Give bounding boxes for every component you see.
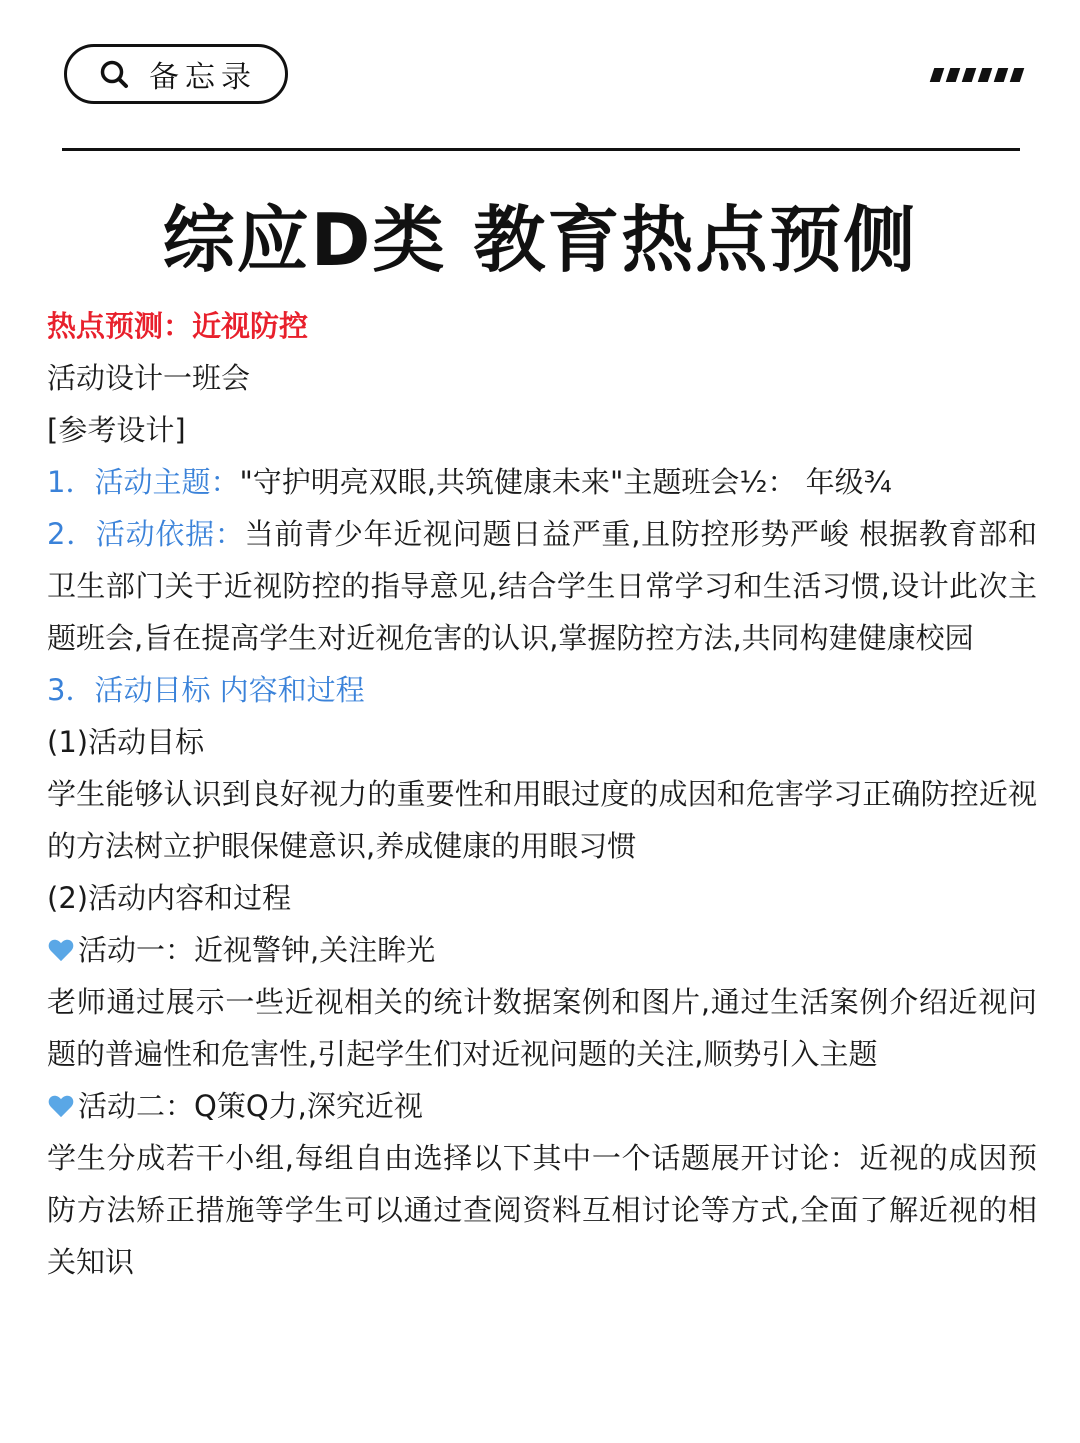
hot-topic-label: 热点预测：近视防控	[47, 309, 309, 343]
activity-2-text: 学生分成若干小组,每组自由选择以下其中一个话题展开讨论：近视的成因预防方法矫正措施等学生可以通过查阅资料互相讨论等方式,全面了解近视的相关知识	[47, 1141, 1037, 1279]
divider	[62, 148, 1020, 151]
activity-1-title	[47, 924, 1037, 976]
activity-2-title-text: 活动二：Q策Q力,深究近视	[78, 1089, 423, 1123]
design-line: 活动设计一班会	[47, 361, 251, 395]
reference-line: [参考设计]	[47, 413, 186, 447]
blue-heart-icon	[47, 936, 75, 964]
item-2	[47, 508, 1037, 664]
activity-1-text: 老师通过展示一些近视相关的统计数据案例和图片,通过生活案例介绍近视问题的普遍性和危害性,引起学生们对近视问题的关注,顺势引入主题	[47, 985, 1037, 1071]
search-icon	[99, 59, 129, 89]
sub-1-text: 学生能够认识到良好视力的重要性和用眼过度的成因和危害学习正确防控近视的方法树立护眼保健意识,养成健康的用眼习惯	[47, 777, 1037, 863]
sub-2-title: (2)活动内容和过程	[47, 881, 292, 915]
blue-heart-icon	[47, 1092, 75, 1120]
article-body	[47, 300, 1037, 1288]
dots-icon[interactable]	[932, 68, 1022, 82]
item-2-text: 当前青少年近视问题日益严重,且防控形势严峻 根据教育部和卫生部门关于近视防控的指导意见,结合学生日常学习和生活习惯,设计此次主题班会,旨在提高学生对近视危害的认识,掌握防控方法,共同构建健康校园	[47, 517, 1037, 655]
item-1-text: "守护明亮双眼,共筑健康未来"主题班会½： 年级¾	[239, 465, 892, 499]
activity-2-title	[47, 1080, 1037, 1132]
search-box[interactable]	[64, 44, 288, 104]
page-title: 综应D类 教育热点预侧	[162, 198, 918, 282]
item-1-label: 1．活动主题：	[47, 465, 240, 499]
activity-1-title-text: 活动一：近视警钟,关注眸光	[78, 933, 436, 967]
search-label: 备忘录	[149, 60, 257, 95]
item-2-label: 2．活动依据：	[47, 517, 245, 551]
item-1	[47, 456, 1037, 508]
item-3-label: 3．活动目标 内容和过程	[47, 673, 365, 707]
sub-1-title: (1)活动目标	[47, 725, 205, 759]
